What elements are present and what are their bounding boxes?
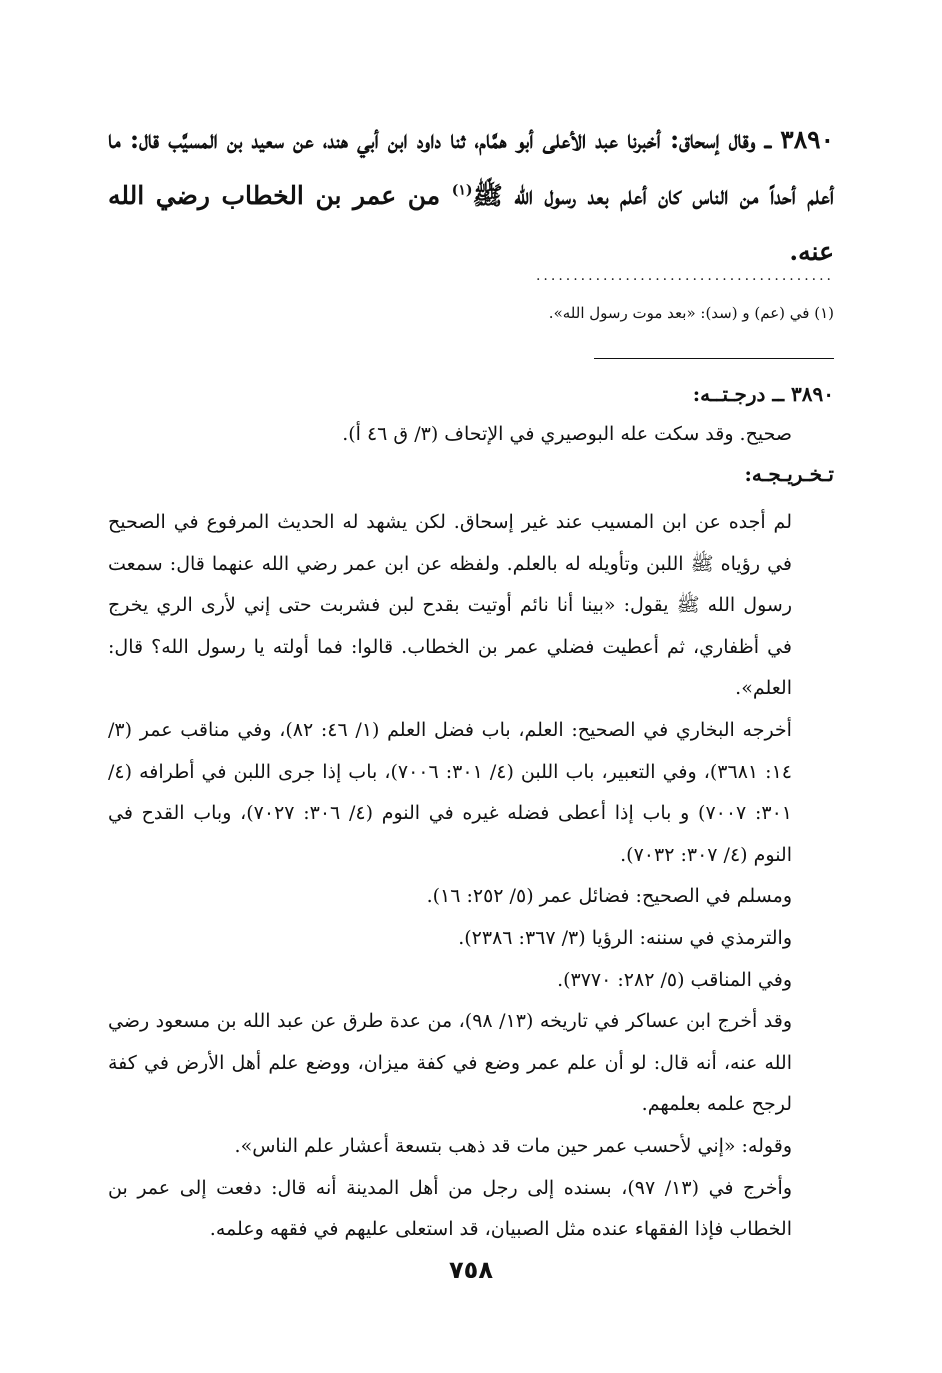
grade-text: صحيح. وقد سكت عله البوصيري في الإتحاف (٣/ ق ٤٦ أ). bbox=[342, 423, 792, 445]
footnote-separator-dots: ........................................ bbox=[535, 268, 834, 284]
takhrij-paragraph: وقوله: «إني لأحسب عمر حين مات قد ذهب بتسعة أعشار علم الناس». bbox=[234, 1134, 792, 1157]
takhrij-paragraph: أخرجه البخاري في الصحيح: العلم، باب فضل العلم (١/ ٤٦: ٨٢)، وفي مناقب عمر (٣/ ١٤: ٣٦٨١)، وفي التعبير، باب اللبن (٤/ ٣٠١: ٧٠٠٦)، باب إذا جرى اللبن في أطرافه (٤/ ٣٠١: ٧٠٠٧) و باب إذا أعطى فضله غيره في النوم (٤/ ٣٠٦: ٧٠٢٧)، وباب القدح في النوم (٤/ ٣٠٧: ٧٠٣٢). bbox=[108, 718, 793, 866]
hadith-text bbox=[108, 112, 834, 280]
hadith-body-start: وقال إسحاق: أخبرنا عبد الأعلى أبو همَّام، ثنا داود ابن أبي هند، عن سعيد بن المسيَّب قال: ما أعلم أحداً من الناس كان أعلم بعد رسول الله ﷺ bbox=[108, 125, 834, 210]
footnote-reference: (١) bbox=[451, 182, 473, 199]
takhrij-heading: تـخـريـجـه: bbox=[744, 462, 834, 486]
hadith-dash: ــ bbox=[755, 125, 771, 154]
takhrij-paragraph: وأخرج في (١٣/ ٩٧)، بسنده إلى رجل من أهل المدينة أنه قال: دفعت إلى عمر بن الخطاب فإذا الفقهاء عنده مثل الصبيان، قد استعلى عليهم في فقهه وعلمه. bbox=[108, 1176, 793, 1241]
takhrij-paragraph: وقد أخرج ابن عساكر في تاريخه (١٣/ ٩٨)، من عدة طرق عن عبد الله بن مسعود رضي الله عنه، أنه قال: لو أن علم عمر وضع في كفة ميزان، ووضع علم أهل الأرض في كفة لرجح علمه بعلمهم. bbox=[108, 1010, 792, 1116]
takhrij-paragraph: والترمذي في سننه: الرؤيا (٣/ ٣٦٧: ٢٣٨٦). bbox=[458, 926, 792, 949]
hadith-number: ٣٨٩٠ bbox=[780, 125, 834, 154]
takhrij-paragraph: ومسلم في الصحيح: فضائل عمر (٥/ ٢٥٢: ١٦). bbox=[426, 885, 792, 908]
grade-heading: ٣٨٩٠ ــ درجـتــه: bbox=[692, 382, 834, 406]
takhrij-paragraph: وفي المناقب (٥/ ٢٨٢: ٣٧٧٠). bbox=[557, 968, 792, 991]
takhrij-body bbox=[108, 502, 834, 1251]
page-number: ٧٥٨ bbox=[449, 1256, 493, 1284]
takhrij-paragraph: لم أجده عن ابن المسيب عند غير إسحاق. لكن يشهد له الحديث المرفوع في الصحيح في رؤياه ﷺ اللبن وتأويله له بالعلم. ولفظه عن ابن عمر رضي الله عنهما قال: سمعت رسول الله ﷺ يقول: «بينا أنا نائم أوتيت بقدح لبن فشربت حتى إني لأرى الري يخرج في أظفاري، ثم أعطيت فضلي عمر بن الخطاب. قالوا: فما أولته يا رسول الله؟ قال: العلم». bbox=[108, 511, 792, 700]
footnote: (١) في (عم) و (سد): «بعد موت رسول الله». bbox=[548, 304, 834, 322]
section-divider-line bbox=[594, 358, 834, 359]
grade-section bbox=[108, 374, 834, 494]
hadith-body-end: من عمر بن الخطاب رضي الله عنه. bbox=[108, 181, 834, 266]
